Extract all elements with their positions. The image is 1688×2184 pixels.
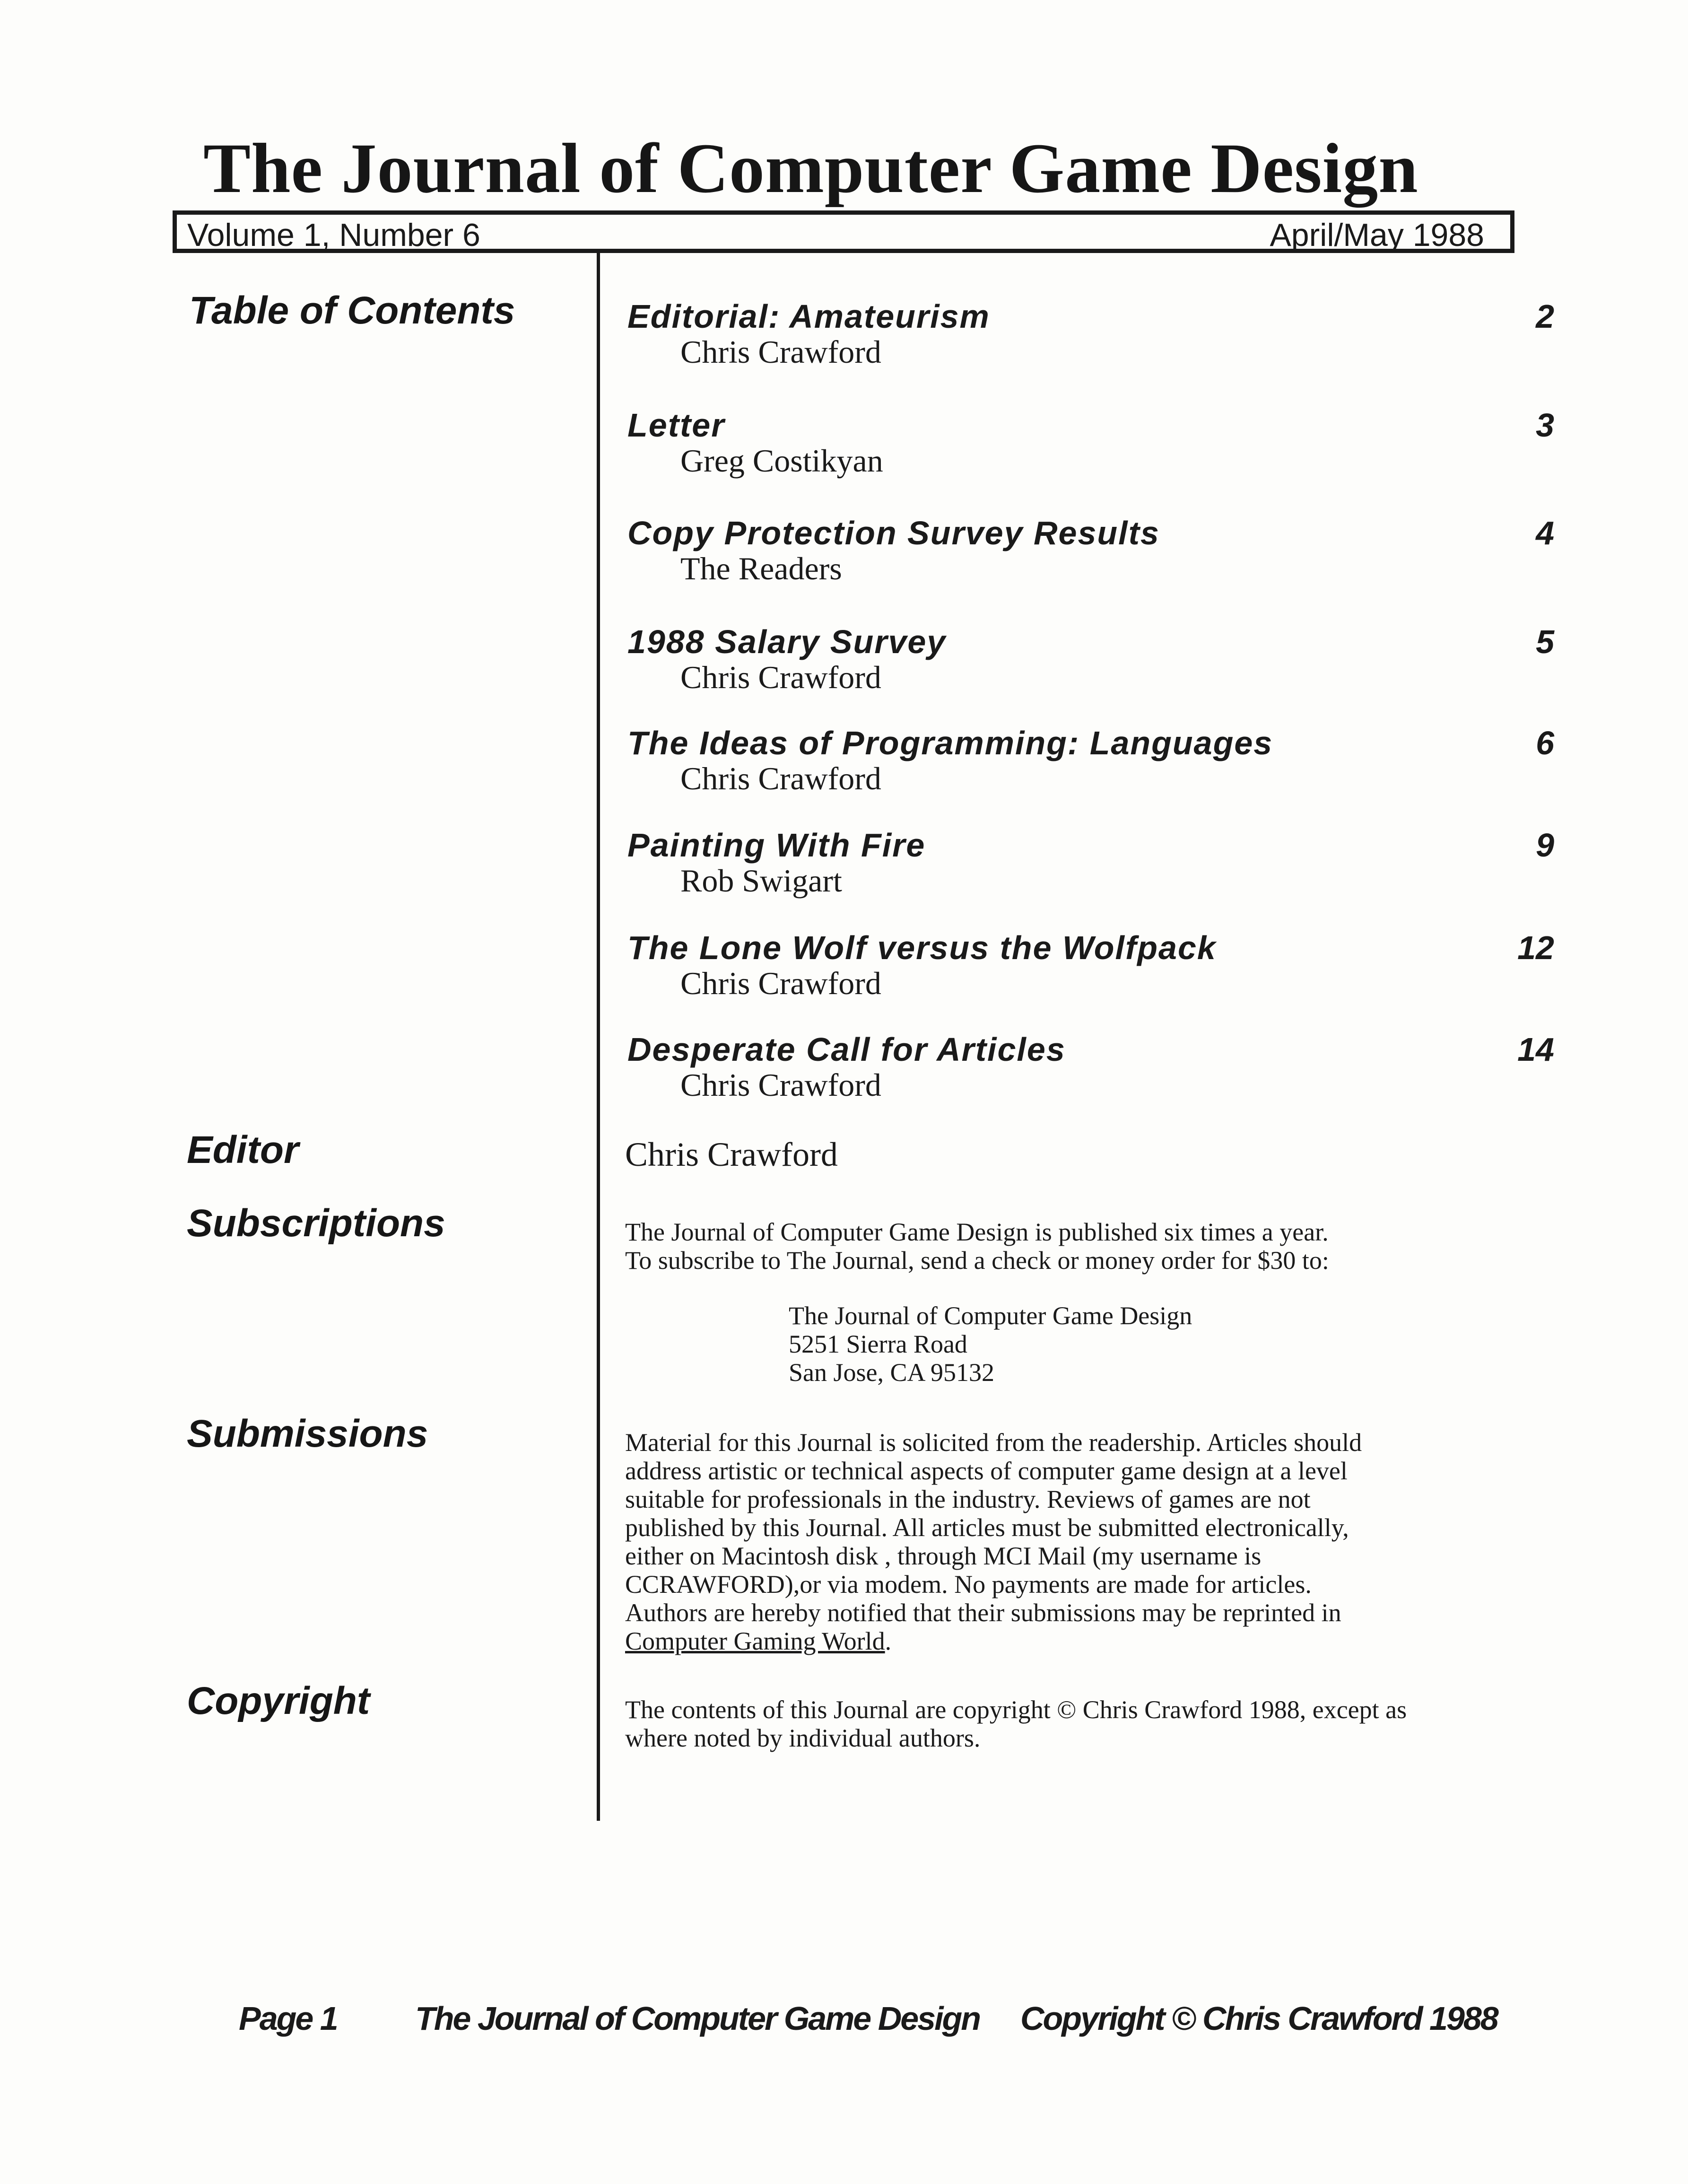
toc-entry-author: Chris Crawford [680, 334, 881, 370]
toc-entry-page: 12 [1517, 929, 1554, 966]
toc-entry-title: Editorial: Amateurism [627, 298, 990, 335]
toc-entry-page: 6 [1536, 725, 1554, 761]
copyright-line: The contents of this Journal are copyright © Chris Crawford 1988, except as [625, 1695, 1407, 1724]
toc-entry-title: Letter [627, 407, 725, 444]
footer-page-number: Page 1 [239, 2000, 337, 2037]
submissions-line: address artistic or technical aspects of computer game design at a level [625, 1457, 1348, 1485]
subscriptions-heading: Subscriptions [187, 1202, 445, 1245]
toc-entry-author: Chris Crawford [680, 965, 881, 1001]
toc-entry-page: 5 [1536, 623, 1554, 660]
toc-entry-author: Chris Crawford [680, 1067, 881, 1103]
toc-entry-title: Copy Protection Survey Results [627, 515, 1160, 551]
address-line: San Jose, CA 95132 [789, 1358, 995, 1387]
toc-entry[interactable] [627, 515, 1554, 585]
submissions-line: published by this Journal. All articles must be submitted electronically, [625, 1513, 1349, 1542]
toc-entry-author: Rob Swigart [680, 863, 842, 899]
journal-title: The Journal of Computer Game Design [203, 129, 1418, 208]
toc-entry-title: Desperate Call for Articles [627, 1031, 1066, 1068]
toc-entry-author: Greg Costikyan [680, 443, 883, 479]
toc-entry-page: 3 [1536, 407, 1554, 444]
toc-entry[interactable] [627, 725, 1554, 795]
toc-entry[interactable] [627, 407, 1554, 478]
footer-journal-title: The Journal of Computer Game Design [415, 2000, 980, 2037]
submissions-line-end: . [885, 1627, 892, 1655]
submissions-line: Material for this Journal is solicited from the readership. Articles should [625, 1428, 1362, 1457]
submissions-text [625, 1428, 1362, 1655]
submissions-line [625, 1627, 1362, 1655]
editor-heading: Editor [187, 1128, 299, 1171]
subscriptions-text [625, 1218, 1329, 1275]
toc-entry-title: Painting With Fire [627, 827, 926, 864]
toc-entry[interactable] [627, 623, 1554, 694]
subscription-address [789, 1302, 1192, 1387]
subscriptions-line: To subscribe to The Journal, send a check or money order for $30 to: [625, 1246, 1329, 1275]
toc-entry-author: Chris Crawford [680, 760, 881, 796]
toc-entry[interactable] [627, 929, 1554, 1000]
submissions-line: CCRAWFORD),or via modem. No payments are made for articles. [625, 1570, 1312, 1599]
computer-gaming-world-title: Computer Gaming World [625, 1627, 885, 1655]
toc-entry[interactable] [627, 827, 1554, 898]
toc-entry-page: 4 [1536, 515, 1554, 551]
toc-entry-title: 1988 Salary Survey [627, 623, 947, 660]
column-divider [597, 253, 600, 1821]
address-line: The Journal of Computer Game Design [789, 1302, 1192, 1330]
copyright-line: where noted by individual authors. [625, 1724, 981, 1752]
submissions-heading: Submissions [187, 1412, 428, 1455]
issue-date: April/May 1988 [1270, 217, 1484, 253]
copyright-heading: Copyright [187, 1679, 370, 1722]
toc-entry[interactable] [627, 298, 1554, 369]
subscriptions-line: The Journal of Computer Game Design is published six times a year. [625, 1218, 1329, 1246]
toc-entry-title: The Lone Wolf versus the Wolfpack [627, 929, 1217, 966]
toc-entry[interactable] [627, 1031, 1554, 1102]
submissions-line: either on Macintosh disk , through MCI Mail (my username is [625, 1542, 1262, 1570]
footer-copyright: Copyright © Chris Crawford 1988 [1020, 2000, 1497, 2037]
copyright-text [625, 1695, 1407, 1752]
toc-entry-author: The Readers [680, 550, 842, 586]
issue-volume: Volume 1, Number 6 [187, 217, 480, 253]
toc-entry-page: 9 [1536, 827, 1554, 864]
toc-entry-title: The Ideas of Programming: Languages [627, 725, 1273, 761]
toc-heading: Table of Contents [189, 289, 515, 332]
address-line: 5251 Sierra Road [789, 1330, 967, 1358]
editor-name: Chris Crawford [625, 1136, 838, 1173]
submissions-line: Authors are hereby notified that their submissions may be reprinted in [625, 1599, 1341, 1627]
submissions-line: suitable for professionals in the industry. Reviews of games are not [625, 1485, 1311, 1513]
issue-bar [173, 210, 1514, 253]
toc-entry-page: 2 [1536, 298, 1554, 335]
toc-entry-author: Chris Crawford [680, 659, 881, 695]
toc-entry-page: 14 [1517, 1031, 1554, 1068]
